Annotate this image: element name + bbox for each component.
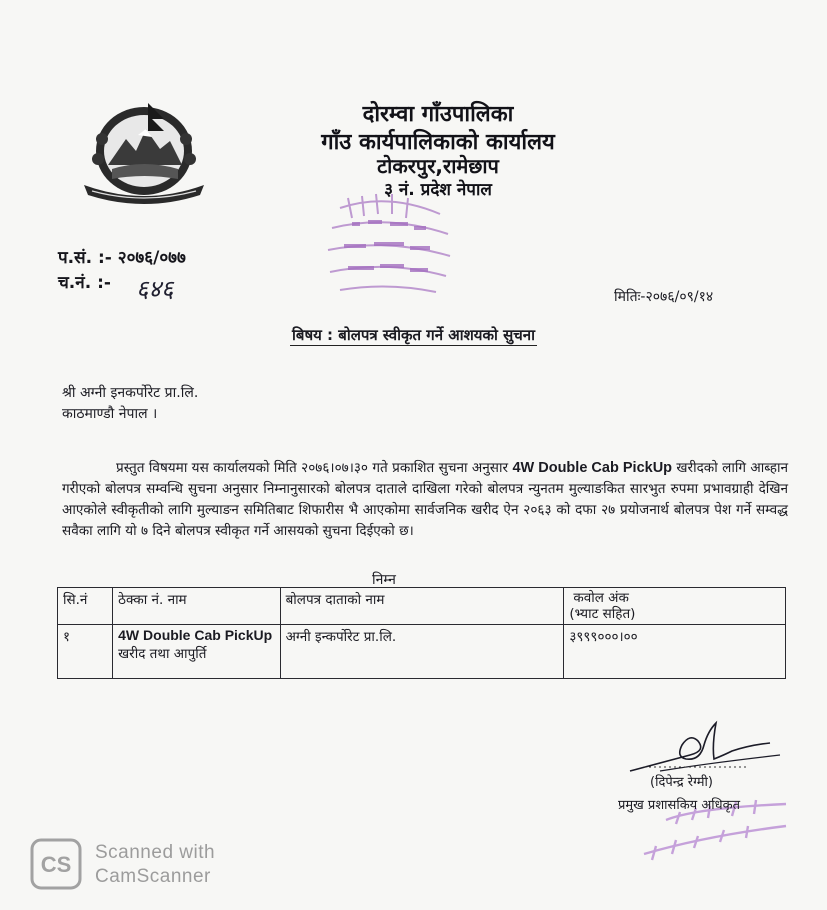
- header-amount-line1: कवोल अंक: [573, 590, 629, 606]
- header-sn: सि.नं: [58, 588, 113, 625]
- table-header-row: [58, 588, 786, 625]
- subject-line: [0, 325, 827, 345]
- municipality-name: दोरम्वा गाँउपालिका: [362, 102, 514, 127]
- recipient-address: काठमाण्डौ नेपाल ।: [62, 406, 158, 422]
- body-text-1: प्रस्तुत विषयमा यस कार्यालयको मिति २०७६।०७।३० गते प्रकाशित सुचना अनुसार: [116, 460, 513, 476]
- camscanner-logo-icon: [30, 838, 82, 890]
- table-caption: निम्न: [372, 572, 396, 588]
- reference-number: प.सं. :- २०७६/०७७: [58, 248, 186, 268]
- row-bidder: अग्नी इन्कर्पोरेट प्रा.लि.: [280, 625, 564, 679]
- table-row: [58, 625, 786, 679]
- header-bidder: बोलपत्र दाताको नाम: [280, 588, 564, 625]
- subject-text: बिषय : बोलपत्र स्वीकृत गर्ने आशयको सुचना: [292, 326, 535, 344]
- office-location: टोकरपुर,रामेछाप: [377, 154, 499, 178]
- letter-date: मितिः-२०७६/०९/१४: [614, 289, 714, 305]
- watermark-line1: Scanned with: [95, 842, 216, 863]
- row-work: [113, 625, 280, 679]
- row-amount: ३९९९०००।००: [564, 625, 786, 679]
- body-text-2: खरीदको लागि आब्हान गरीएको बोलपत्र सम्वन्धि सुचना अनुसार निम्नानुसारको बोलपत्र दाताले दाखिला गरेको बोलपत्र न्युनतम मुल्याङकित सारभुत रुपमा प्रभावग्राही देखिन आएकोले स्वीकृतीको लागि मुल्याङन समितिबाट शिफारीस भै आएकोमा सार्वजनिक खरीद ऐन २०६३ को दफा २७ प्रयोजनार्थ बोलपत्र पेश गर्ने सम्वद्ध सवैका लागि यो ७ दिने बोलपत्र स्वीकृत गर्ने आसयको सुचना दिईएको छ।: [62, 460, 789, 539]
- row-work-np: खरीद तथा आपुर्ति: [118, 646, 207, 662]
- body-paragraph: [62, 458, 788, 542]
- row-sn: १: [58, 625, 113, 679]
- province-name: ३ नं. प्रदेश नेपाल: [384, 180, 492, 200]
- header-amount-line2: (भ्याट सहित): [569, 606, 636, 622]
- office-name: गाँउ कार्यपालिकाको कार्यालय: [321, 130, 555, 155]
- row-work-en: 4W Double Cab PickUp: [118, 627, 273, 643]
- government-emblem-icon: [78, 95, 210, 207]
- body-item: 4W Double Cab PickUp: [512, 460, 673, 476]
- watermark-line2: CamScanner: [95, 866, 211, 887]
- dispatch-number-handwritten: ६४६: [136, 275, 174, 303]
- dispatch-number-label: च.नं. :-: [58, 273, 111, 293]
- signatory-title: प्रमुख प्रशासकिय अधिकृत: [618, 798, 741, 813]
- signatory-name: (दिपेन्द्र रेग्मी): [650, 775, 713, 790]
- header-amount: [564, 588, 786, 625]
- camscanner-logo-text: CS: [40, 852, 72, 877]
- header-contract: ठेक्का नं. नाम: [113, 588, 280, 625]
- recipient-name: श्री अग्नी इनकर्पोरेट प्रा.लि.: [62, 385, 199, 401]
- office-stamp-icon: [318, 188, 460, 300]
- bid-table: [57, 587, 786, 679]
